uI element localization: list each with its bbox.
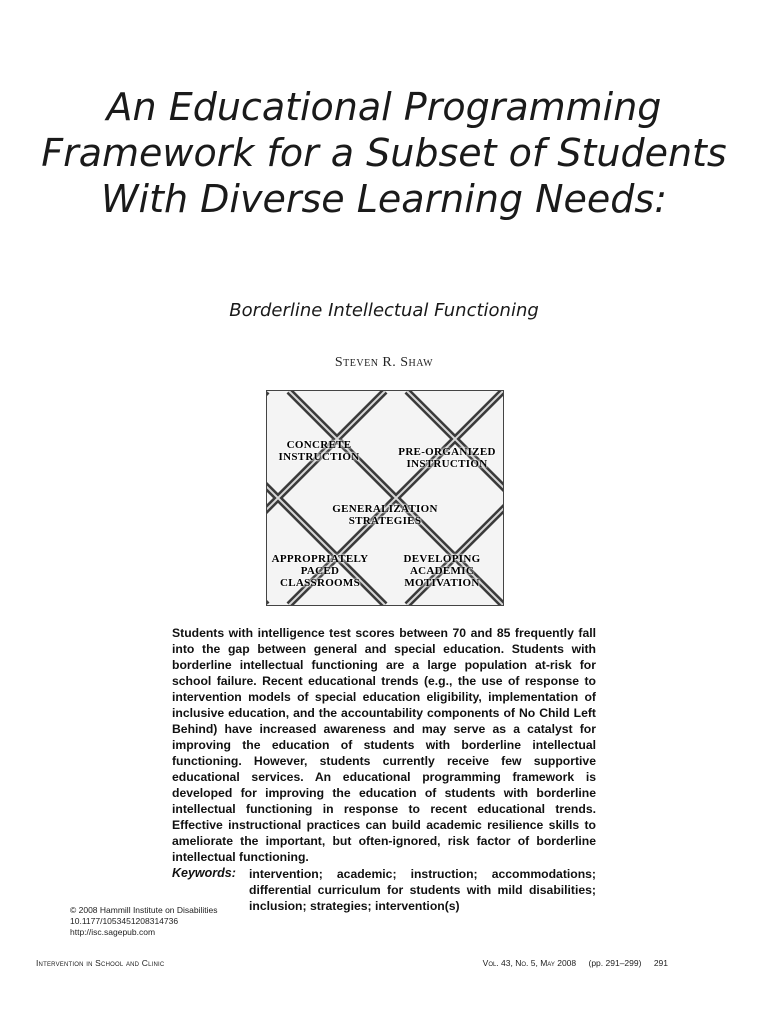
- figure-label-generalization-strategies: GENERALIZATION STRATEGIES: [332, 503, 438, 527]
- footer-pages: (pp. 291–299): [588, 958, 642, 968]
- doi-line: 10.1177/1053451208314736: [70, 916, 179, 926]
- copyright-block: [70, 905, 270, 938]
- keywords-label: Keywords:: [172, 866, 236, 880]
- footer-issue-info: [473, 958, 668, 968]
- figure-label-pre-organized-instruction: PRE-ORGANIZED INSTRUCTION: [398, 446, 496, 470]
- article-title: An Educational Programming Framework for a Subset of Students With Diverse Learning Needs:: [41, 85, 727, 221]
- figure-label-concrete-instruction: CONCRETE INSTRUCTION: [278, 439, 360, 463]
- chain-link-fence-figure: [266, 390, 504, 606]
- copyright-line: © 2008 Hammill Institute on Disabilities: [70, 905, 218, 915]
- article-author: Steven R. Shaw: [334, 355, 434, 370]
- keywords-text: intervention; academic; instruction; accommodations; differential curriculum for students with mild disabilities; inclusion; strategies; intervention(s): [249, 867, 596, 913]
- abstract: Students with intelligence test scores between 70 and 85 frequently fall into the gap between general and special education. Students with borderline intellectual functioning are a large population at-risk for school failure. Recent educational trends (e.g., the use of response to intervention models of special education eligibility, implementation of inclusive education, and the accountability components of No Child Left Behind) have increased awareness and may serve as a catalyst for improving the education of students with borderline intellectual functioning. However, students currently receive few supportive educational services. An educational programming framework is developed for improving the education of students with borderline intellectual functioning in response to recent educational trends. Effective instructional practices can build academic resilience skills to ameliorate the important, but often-ignored, risk factor of borderline intellectual functioning.: [172, 626, 596, 864]
- article-subtitle: Borderline Intellectual Functioning: [229, 300, 539, 321]
- footer-page-number: 291: [653, 958, 668, 968]
- figure-label-appropriately-paced-classrooms: APPROPRIATELY PACED CLASSROOMS: [271, 553, 369, 589]
- footer-volume: Vol. 43, No. 5, May 2008: [482, 958, 577, 968]
- footer-journal-name: Intervention in School and Clinic: [36, 958, 165, 968]
- figure-label-developing-academic-motivation: DEVELOPING ACADEMIC MOTIVATION: [403, 553, 481, 589]
- journal-url: http://isc.sagepub.com: [70, 927, 156, 937]
